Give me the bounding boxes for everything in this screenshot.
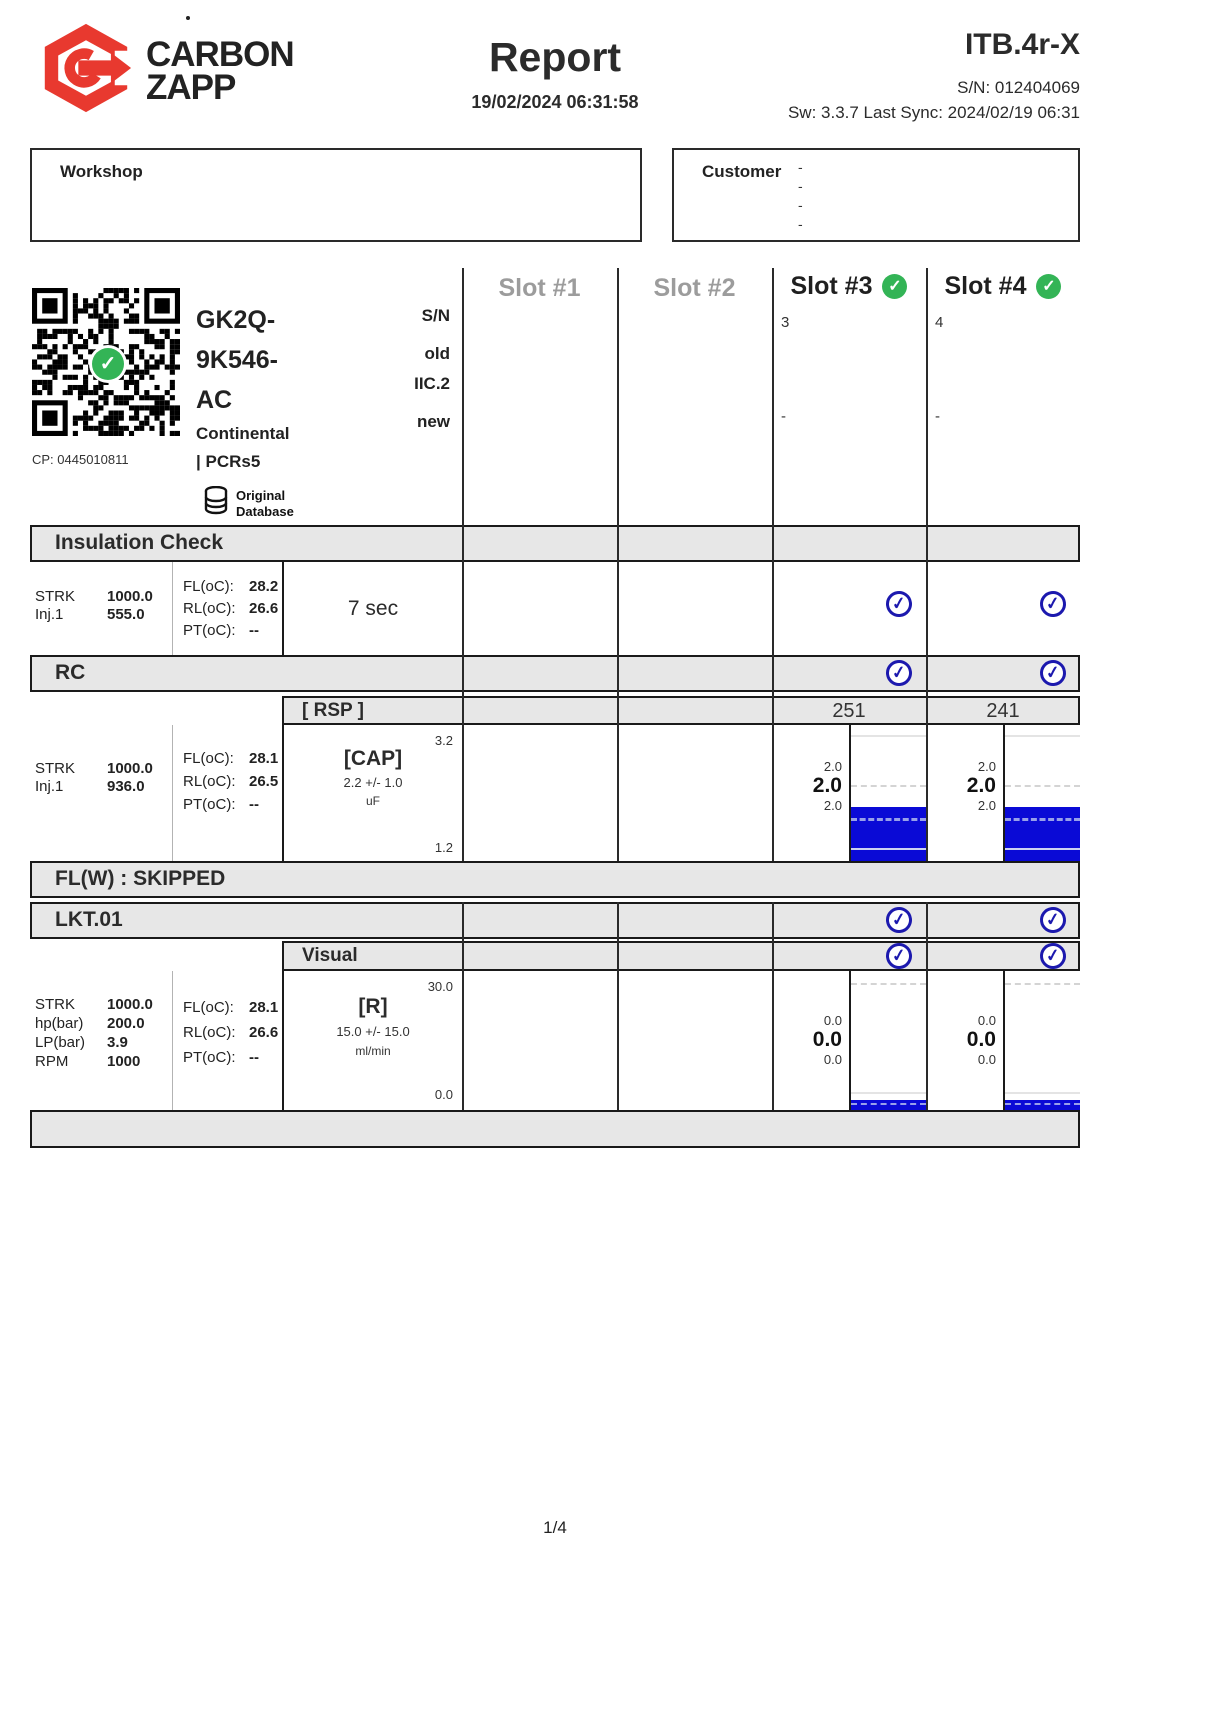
- rc-params: [35, 760, 153, 796]
- param-label: STRK: [35, 996, 76, 1013]
- workshop-box: [30, 148, 642, 242]
- database-label-line: Database: [236, 504, 294, 519]
- value-avg: 0.0: [966, 1028, 996, 1051]
- rc-slot3-bar: [851, 807, 926, 861]
- customer-box: [672, 148, 1080, 242]
- slot-3-label: Slot #3: [790, 272, 873, 300]
- param-value: 1000.0: [107, 588, 153, 605]
- divider: [772, 902, 774, 1110]
- injector-code-line: GK2Q-: [196, 306, 276, 334]
- visual-slot4-check-icon: ✓: [1038, 941, 1067, 970]
- value-avg: 0.0: [812, 1028, 842, 1051]
- param-value: 200.0: [107, 1015, 145, 1032]
- temp-label: RL(oC):: [183, 773, 236, 790]
- slot-2-label: Slot #2: [653, 274, 736, 302]
- rc-slot3-check-icon: ✓: [884, 658, 913, 687]
- rc-section-title: RC: [55, 661, 86, 684]
- rc-unit: uF: [365, 794, 380, 808]
- temp-value: 28.2: [249, 578, 279, 595]
- lkt-tolerance: 15.0 +/- 15.0: [336, 1024, 410, 1039]
- lkt-slot3-chart: [849, 971, 926, 1110]
- chart-target-line: [1005, 983, 1080, 985]
- value-min: 0.0: [977, 1052, 996, 1067]
- divider: [462, 902, 464, 1110]
- temp-label: FL(oC):: [183, 578, 234, 595]
- lkt-slot3-check-icon: ✓: [884, 905, 913, 934]
- device-serial: S/N: 012404069: [957, 78, 1080, 97]
- customer-label: Customer: [702, 162, 782, 181]
- customer-values: [798, 158, 803, 234]
- slot-1-label: Slot #1: [498, 274, 581, 302]
- rc-slot3-values: [772, 758, 842, 814]
- chart-gridline: [1005, 1092, 1080, 1094]
- slot-4-header: [926, 272, 1080, 301]
- temp-value: 26.6: [249, 600, 279, 617]
- lkt-scale-max: 30.0: [427, 979, 453, 994]
- database-label-line: Original: [236, 488, 286, 503]
- rc-section-band: [30, 655, 1080, 692]
- workshop-label: Workshop: [60, 162, 143, 181]
- value-max: 2.0: [977, 759, 996, 774]
- value-min: 2.0: [823, 798, 842, 813]
- divider: [617, 902, 619, 1110]
- brand-line-2: ZAPP: [146, 68, 236, 107]
- rc-scale-max: 3.2: [434, 733, 453, 748]
- label-sn: S/N: [421, 306, 450, 325]
- param-value: 3.9: [107, 1034, 128, 1051]
- bar-spread-line: [1005, 1103, 1080, 1105]
- insulation-params: [35, 588, 153, 624]
- injector-code-line: AC: [196, 386, 233, 414]
- insulation-slot4-check-icon: ✓: [1038, 589, 1067, 618]
- flw-section-title: FL(W) : SKIPPED: [55, 867, 226, 890]
- param-label: STRK: [35, 588, 76, 605]
- visual-slot3-check-icon: ✓: [884, 941, 913, 970]
- rc-spec-cell: [282, 725, 462, 861]
- temp-label: RL(oC):: [183, 1024, 236, 1041]
- slot-3-header: [772, 272, 926, 301]
- bar-spread-line: [851, 1103, 926, 1105]
- rc-scale-min: 1.2: [434, 840, 453, 855]
- footer-band: [30, 1110, 1080, 1148]
- chart-gridline: [1005, 735, 1080, 737]
- lkt-slot4-bar: [1005, 1100, 1080, 1110]
- page-number: 1/4: [543, 1518, 567, 1537]
- slot-1-header: [462, 274, 617, 303]
- chart-target-line: [1005, 785, 1080, 787]
- page-title: Report: [488, 34, 622, 80]
- bar-spread-line: [1005, 818, 1080, 821]
- report-datetime: 19/02/2024 06:31:58: [471, 92, 639, 112]
- temp-label: PT(oC):: [183, 796, 236, 813]
- customer-line: -: [798, 159, 803, 175]
- lkt-spec-cell: [282, 971, 462, 1110]
- chart-target-line: [851, 785, 926, 787]
- param-label: LP(bar): [35, 1034, 86, 1051]
- lkt-section-title: LKT.01: [55, 908, 123, 931]
- rc-tolerance: 2.2 +/- 1.0: [343, 775, 403, 790]
- value-max: 2.0: [823, 759, 842, 774]
- value-max: 0.0: [977, 1013, 996, 1028]
- lkt-slot4-values: [926, 1012, 996, 1068]
- param-label: Inj.1: [35, 778, 64, 795]
- qr-verified-check-icon: ✓: [92, 348, 124, 380]
- slot-4-note: -: [935, 408, 940, 425]
- slot-3-number: 3: [781, 314, 790, 331]
- device-sync: Sw: 3.3.7 Last Sync: 2024/02/19 06:31: [787, 103, 1080, 122]
- param-value: 1000.0: [107, 996, 153, 1013]
- injector-family: | PCRs5: [196, 452, 261, 471]
- trademark-dot: [186, 16, 190, 20]
- injector-cp-code: CP: 0445010811: [32, 452, 129, 467]
- injector-brand: Continental: [196, 424, 290, 443]
- param-value: 1000.0: [107, 760, 153, 777]
- slot-2-header: [617, 274, 772, 303]
- slot-4-pass-check-icon: ✓: [1036, 274, 1061, 299]
- chart-target-line: [851, 983, 926, 985]
- param-label: STRK: [35, 760, 76, 777]
- lkt-test-name: [R]: [358, 995, 388, 1018]
- param-label: RPM: [35, 1053, 69, 1070]
- bar-marker-line: [851, 848, 926, 850]
- value-avg: 2.0: [966, 774, 996, 797]
- brand-line-1: CARBON: [146, 35, 294, 74]
- temp-label: FL(oC):: [183, 999, 234, 1016]
- param-value: 555.0: [107, 606, 145, 623]
- temp-value: 26.5: [249, 773, 279, 790]
- device-name: ITB.4r-X: [964, 28, 1080, 61]
- temp-value: --: [249, 622, 259, 639]
- divider: [462, 268, 464, 861]
- lkt-section-band: [30, 902, 1080, 939]
- temp-value: 28.1: [249, 750, 279, 767]
- lkt-unit: ml/min: [355, 1044, 391, 1058]
- injector-code: [196, 300, 278, 420]
- chart-gridline: [851, 735, 926, 737]
- rc-slot4-check-icon: ✓: [1038, 658, 1067, 687]
- rc-slot4-bar: [1005, 807, 1080, 861]
- rsp-slot4-value: 241: [986, 700, 1020, 722]
- insulation-spec-cell: [282, 562, 462, 655]
- insulation-temps: [172, 562, 282, 655]
- rc-slot3-chart: [849, 725, 926, 861]
- param-value: 936.0: [107, 778, 145, 795]
- lkt-scale-min: 0.0: [434, 1087, 453, 1102]
- visual-label: Visual: [302, 945, 358, 966]
- lkt-slot3-bar: [851, 1100, 926, 1110]
- temp-label: RL(oC):: [183, 600, 236, 617]
- rc-slot4-chart: [1003, 725, 1080, 861]
- slot-3-pass-check-icon: ✓: [882, 274, 907, 299]
- temp-value: --: [249, 1049, 259, 1066]
- insulation-section-title: Insulation Check: [55, 531, 224, 554]
- divider: [926, 268, 928, 861]
- insulation-duration: 7 sec: [347, 596, 399, 620]
- temp-label: PT(oC):: [183, 622, 236, 639]
- chart-gridline: [851, 1092, 926, 1094]
- slot-3-note: -: [781, 408, 786, 425]
- lkt-temps: [172, 971, 282, 1110]
- lkt-slot4-check-icon: ✓: [1038, 905, 1067, 934]
- temp-value: --: [249, 796, 259, 813]
- insulation-slot3-check-icon: ✓: [884, 589, 913, 618]
- lkt-slot4-chart: [1003, 971, 1080, 1110]
- customer-line: -: [798, 197, 803, 213]
- divider: [617, 268, 619, 861]
- rc-temps: [172, 725, 282, 861]
- value-avg: 2.0: [812, 774, 842, 797]
- label-old: old: [424, 344, 450, 363]
- database-icon: [204, 486, 228, 516]
- divider: [926, 902, 928, 1110]
- rc-test-name: [CAP]: [343, 747, 403, 770]
- database-label: [236, 488, 294, 520]
- bar-marker-line: [1005, 848, 1080, 850]
- rsp-slot3-value: 251: [832, 700, 866, 722]
- param-label: hp(bar): [35, 1015, 84, 1032]
- slot-4-number: 4: [935, 314, 944, 331]
- divider: [772, 268, 774, 861]
- customer-line: -: [798, 178, 803, 194]
- param-label: Inj.1: [35, 606, 64, 623]
- temp-label: PT(oC):: [183, 1049, 236, 1066]
- customer-line: -: [798, 216, 803, 232]
- slot-4-label: Slot #4: [944, 272, 1027, 300]
- temp-value: 28.1: [249, 999, 279, 1016]
- label-iic: IIC.2: [414, 374, 450, 393]
- injector-code-line: 9K546-: [196, 346, 278, 374]
- value-min: 2.0: [977, 798, 996, 813]
- lkt-slot3-values: [772, 1012, 842, 1068]
- temp-label: FL(oC):: [183, 750, 234, 767]
- temp-value: 26.6: [249, 1024, 279, 1041]
- rc-slot4-values: [926, 758, 996, 814]
- value-max: 0.0: [823, 1013, 842, 1028]
- value-min: 0.0: [823, 1052, 842, 1067]
- label-new: new: [416, 412, 450, 431]
- rsp-label: [ RSP ]: [302, 700, 364, 721]
- lkt-params: [35, 995, 153, 1071]
- visual-row: [282, 941, 1080, 971]
- bar-spread-line: [851, 818, 926, 821]
- param-value: 1000: [107, 1053, 141, 1070]
